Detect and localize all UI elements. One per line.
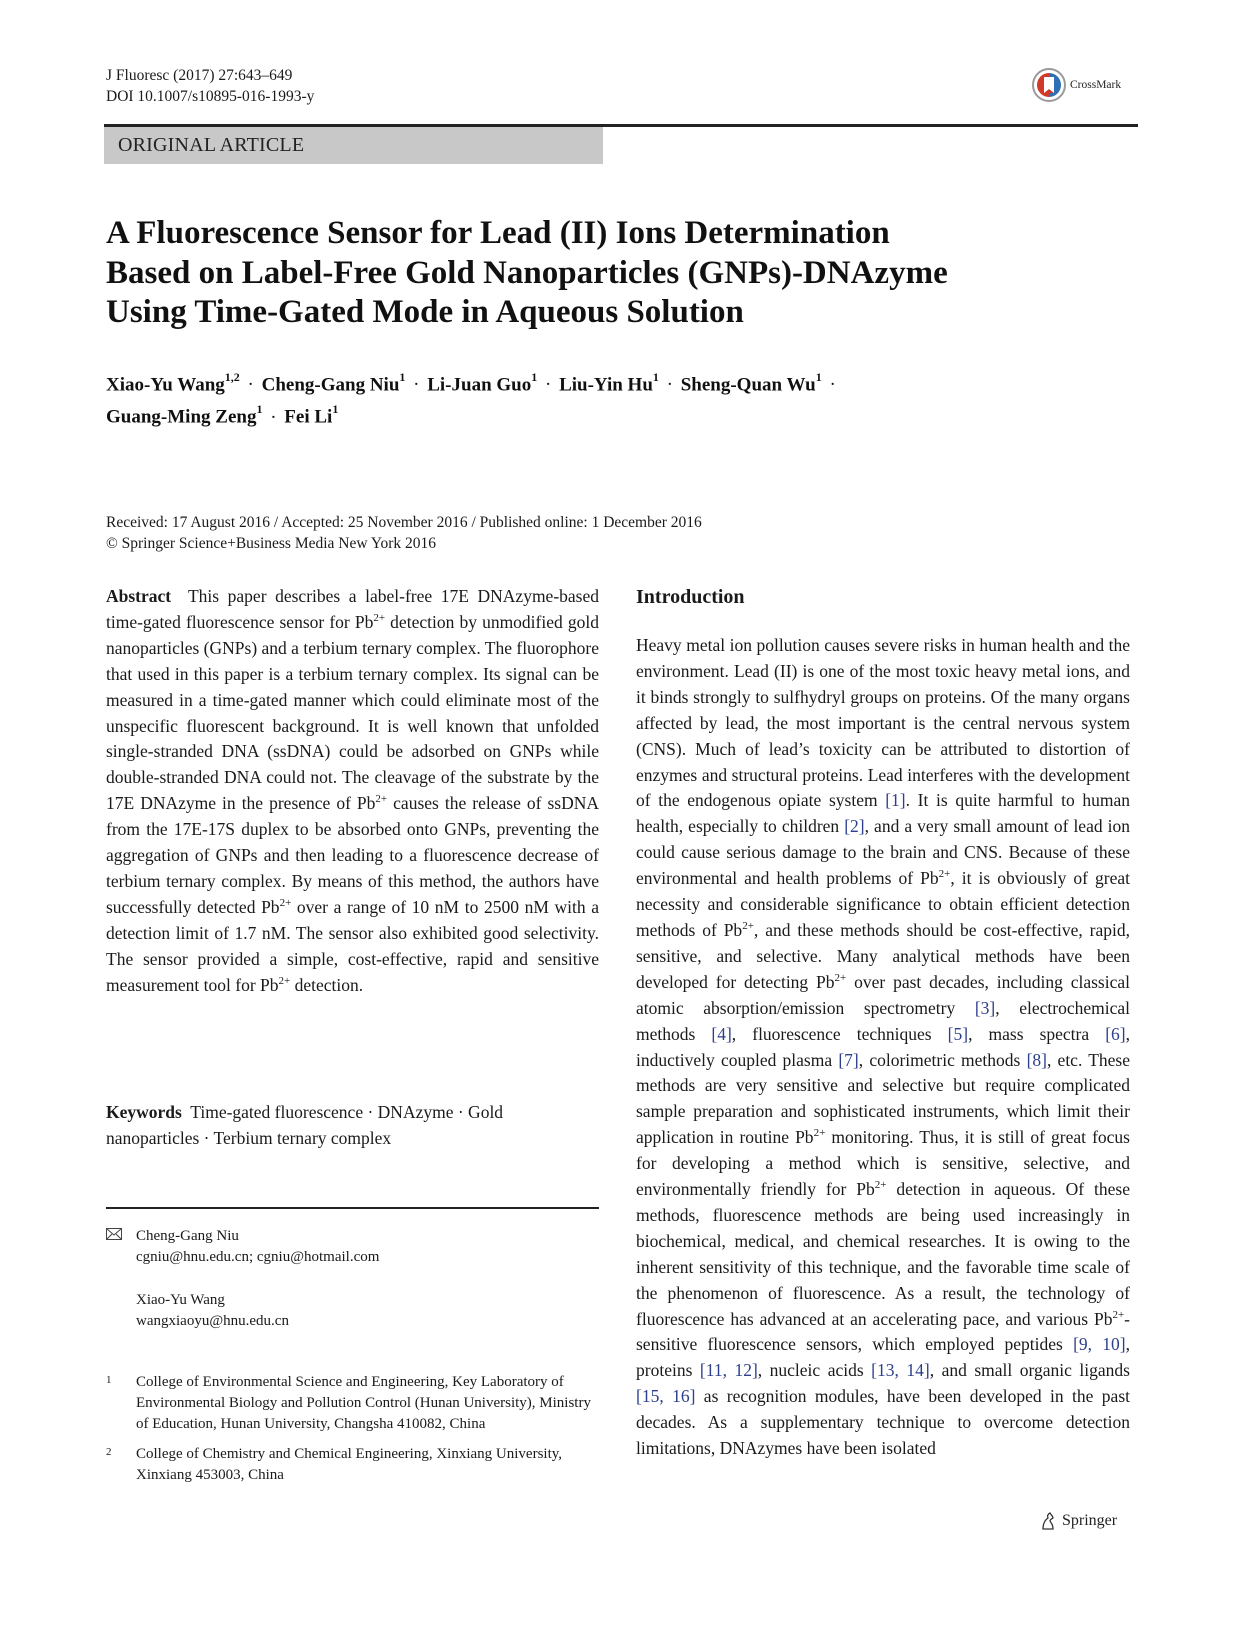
citation-link[interactable]: [8]: [1026, 1049, 1047, 1070]
dates-line: Received: 17 August 2016 / Accepted: 25 November 2016 / Published online: 1 December 2016: [106, 514, 702, 531]
citation-link[interactable]: [15, 16]: [636, 1386, 696, 1407]
citation-link[interactable]: [2]: [844, 816, 865, 837]
abstract-text: detection.: [290, 974, 364, 995]
article-type-banner: ORIGINAL ARTICLE: [104, 127, 603, 164]
author-line: [106, 398, 839, 430]
corresponding-author-email[interactable]: wangxiaoyu@hnu.edu.cn: [136, 1313, 289, 1329]
charge-superscript: 2+: [742, 920, 754, 933]
envelope-icon: [106, 1226, 136, 1332]
keywords-label: Keywords: [106, 1102, 182, 1122]
journal-header: [106, 65, 314, 107]
author-affil: 1: [256, 402, 263, 417]
publisher-logo: [1038, 1511, 1117, 1531]
author-separator: ·: [413, 374, 420, 396]
charge-superscript: 2+: [1112, 1308, 1125, 1321]
charge-superscript: 2+: [874, 1179, 887, 1192]
author-name[interactable]: Cheng-Gang Niu: [261, 374, 400, 396]
publication-dates: [106, 512, 702, 554]
affiliation-item: [106, 1444, 606, 1486]
citation-link[interactable]: [5]: [947, 1023, 969, 1044]
journal-citation: J Fluoresc (2017) 27:643–649: [106, 67, 293, 84]
article-title: [106, 214, 948, 333]
charge-superscript: 2+: [373, 612, 386, 625]
affiliations: [106, 1372, 606, 1495]
corresponding-author-email[interactable]: cgniu@hnu.edu.cn; cgniu@hotmail.com: [136, 1249, 380, 1265]
author-name[interactable]: Li-Juan Guo: [427, 374, 532, 396]
publisher-name: Springer: [1062, 1512, 1118, 1529]
affiliation-text: College of Environmental Science and Engineering, Key Laboratory of Environmental Biology and Pollution Control (Hunan University), Ministry of Education, Hunan University, Changsha 410082, China: [136, 1374, 591, 1432]
correspondence-rule: [106, 1207, 599, 1209]
author-affil: 1: [652, 370, 659, 384]
abstract: [106, 584, 599, 999]
charge-superscript: 2+: [834, 971, 847, 984]
title-line: Using Time-Gated Mode in Aqueous Solution: [106, 294, 744, 330]
citation-link[interactable]: [7]: [838, 1049, 859, 1070]
citation-link[interactable]: [4]: [711, 1023, 732, 1044]
author-separator: ·: [270, 406, 277, 428]
doi[interactable]: DOI 10.1007/s10895-016-1993-y: [106, 88, 315, 105]
title-line: Based on Label-Free Gold Nanoparticles (GNPs)-DNAzyme: [106, 254, 948, 291]
crossmark-badge[interactable]: [1032, 68, 1121, 102]
author-name[interactable]: Liu-Yin Hu: [559, 374, 653, 396]
citation-link[interactable]: [9, 10]: [1073, 1334, 1126, 1355]
citation-link[interactable]: [13, 14]: [871, 1360, 930, 1381]
left-column: [106, 584, 600, 1483]
affiliation-item: [106, 1372, 606, 1435]
abstract-label: Abstract: [106, 586, 172, 606]
affiliation-text: College of Chemistry and Chemical Engineering, Xinxiang University, Xinxiang 453003, China: [136, 1446, 563, 1483]
title-line: A Fluorescence Sensor for Lead (II) Ions Determination: [106, 215, 890, 251]
author-separator: ·: [829, 374, 836, 396]
author-affil: 1,2: [224, 370, 240, 384]
citation-link[interactable]: [3]: [974, 997, 996, 1018]
author-separator: ·: [247, 374, 254, 396]
section-heading: Introduction: [636, 586, 745, 608]
copyright-line: © Springer Science+Business Media New York 2016: [106, 535, 437, 552]
charge-superscript: 2+: [278, 974, 291, 987]
author-name[interactable]: Guang-Ming Zeng: [106, 406, 257, 428]
author-line: [106, 366, 839, 398]
affiliation-number: 2: [106, 1446, 112, 1458]
citation-link[interactable]: [11, 12]: [699, 1360, 758, 1381]
abstract-text: over a range of 10 nM to 2500 nM with a detection limit of 1.7 nM. The sensor also exhibited good selectivity. The sensor provided a simple, cost-effective, rapid and sensitive measurement tool for Pb: [106, 896, 600, 995]
keywords-text: Time-gated fluorescence · DNAzyme · Gold nanoparticles · Terbium ternary complex: [106, 1102, 504, 1148]
author-name[interactable]: Sheng-Quan Wu: [680, 374, 816, 396]
crossmark-label: CrossMark: [1070, 79, 1122, 91]
introduction-text: Heavy metal ion pollution causes severe risks in human health and the environment. Lead (II) is one of the most toxic heavy metal ions, and it binds strongly to sulfhydryl groups on proteins. Of the many organs affected by lead, the most important is the central nervous system (CNS). Much of lead’s toxicity can be attributed to distortion of enzymes and structural proteins. Lead interferes with the development of the endogenous opiate system [1]. It is quite harmful to human health, especially to children [2], and a very small amount of lead ion could cause serious damage to the brain and CNS. Because of these environmental and health problems of $Pb^{2+}$, it is obviously of great necessity and considerable significance to obtain efficient detection methods of $Pb^{2+}$, and these methods should be cost-effective, rapid, sensitive, and selective. Many analytical methods have been developed for detecting $Pb^{2+}$ over past decades, including classical atomic absorption/emission spectrometry [3], electrochemical methods [4], fluorescence techniques [5], mass spectra [6], inductively coupled plasma [7], colorimetric methods [8], etc. These methods are very sensitive and selective but require complicated sample preparation and sophisticated instruments, which limit their application in routine $Pb^{2+}$ monitoring. Thus, it is still of great focus for developing a method which is sensitive, selective, and environmentally friendly for $Pb^{2+}$ detection in aqueous. Of these methods, fluorescence methods are being used increasingly in biochemical, medical, and chemical researches. It is owing to the inherent sensitivity of this technique, and the favorable time scale of the phenomenon of fluorescence. As a result, the technology of fluorescence has advanced at an accelerating pace, and various $Pb^{2+}$-sensitive fluorescence sensors, which employed peptides [9, 10], proteins [11, 12], nucleic acids [13, 14], and small organic ligands [15, 16] as recognition modules, have been developed in the past decades. As a supplementary technique to overcome detection limitations, DNAzymes have been isolated: [636, 635, 1131, 1459]
author-separator: ·: [666, 374, 673, 396]
author-name[interactable]: Xiao-Yu Wang: [106, 374, 225, 396]
charge-superscript: 2+: [938, 868, 951, 881]
charge-superscript: 2+: [279, 897, 292, 910]
abstract-text: This paper describes a label-free 17E DNAzyme-based time-gated fluorescence sensor for Pb: [106, 586, 599, 632]
author-separator: ·: [545, 374, 552, 396]
author-affil: 1: [332, 402, 339, 417]
charge-superscript: 2+: [813, 1127, 826, 1140]
author-name[interactable]: Fei Li: [284, 406, 333, 428]
author-affil: 1: [815, 370, 822, 384]
correspondence-block: [106, 1226, 379, 1332]
corresponding-author-name: Xiao-Yu Wang: [136, 1292, 225, 1308]
author-affil: 1: [399, 370, 406, 384]
affiliation-number: 1: [106, 1374, 112, 1386]
keywords: [106, 1100, 599, 1152]
citation-link[interactable]: [1]: [885, 790, 906, 811]
abstract-text: detection by unmodified gold nanoparticles (GNPs) and a terbium ternary complex. The fluorophore that used in this paper is a terbium ternary complex. Its signal can be measured in a time-gated manner which could eliminate most of the unspecific fluorescent background. It is well known that unfolded single-stranded DNA (ssDNA) could be adsorbed on GNPs while double-stranded DNA could not. The cleavage of the substrate by the 17E DNAzyme in the presence of Pb: [106, 611, 599, 814]
corresponding-author-name: Cheng-Gang Niu: [136, 1228, 239, 1244]
crossmark-icon: [1032, 68, 1066, 102]
author-list: [106, 366, 839, 431]
charge-superscript: 2+: [375, 793, 388, 806]
abstract-text: causes the release of ssDNA from the 17E-17S duplex to be absorbed onto GNPs, preventing the aggregation of GNPs and then leading to a fluorescence decrease of terbium ternary complex. By means of this method, the authors have successfully detected Pb: [106, 793, 600, 917]
springer-horse-icon: [1038, 1511, 1058, 1531]
author-affil: 1: [531, 370, 538, 384]
citation-link[interactable]: [6]: [1105, 1023, 1126, 1044]
